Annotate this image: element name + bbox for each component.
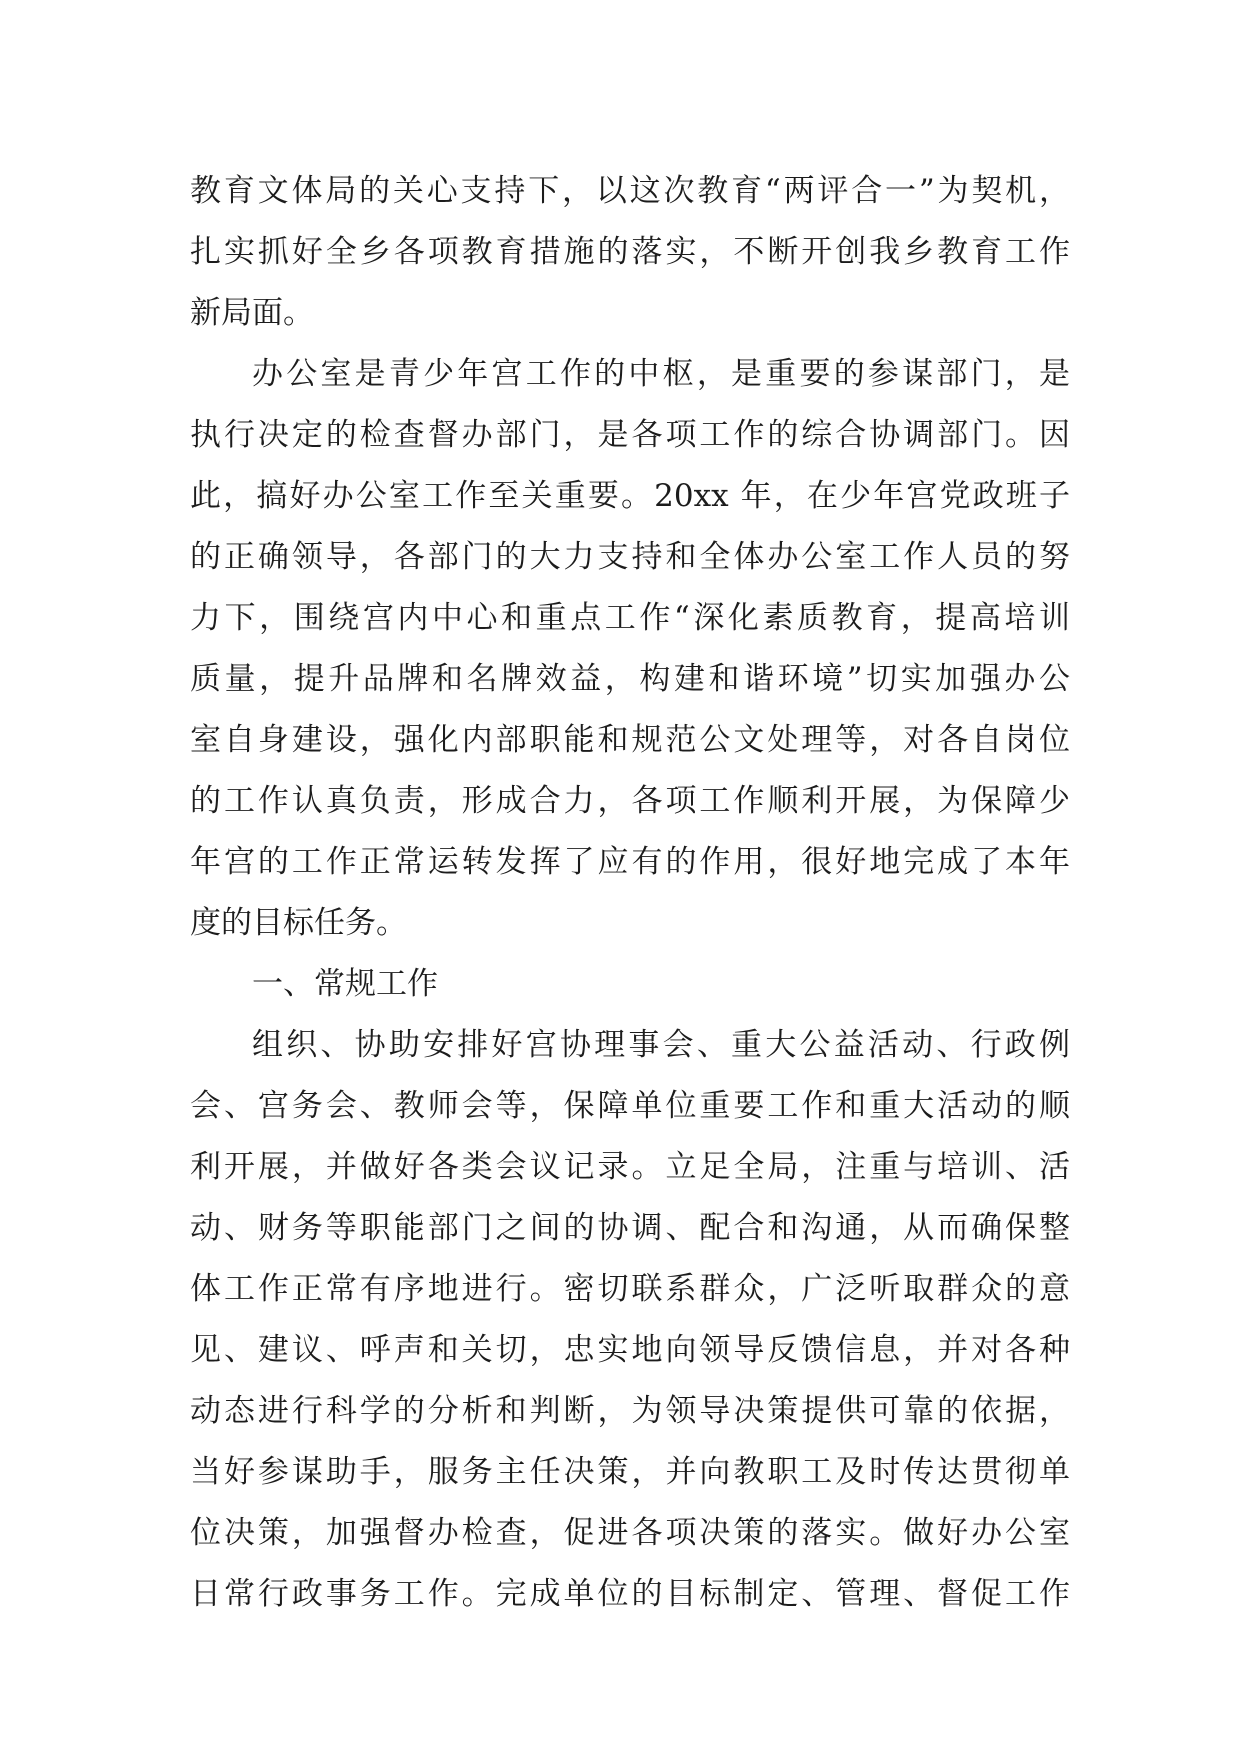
text-line: 室自身建设，强化内部职能和规范公文处理等，对各自岗位: [190, 722, 1070, 758]
text-line: 的工作认真负责，形成合力，各项工作顺利开展，为保障少: [190, 783, 1070, 819]
text-line: 执行决定的检查督办部门，是各项工作的综合协调部门。因: [190, 417, 1070, 453]
text-line: 会、宫务会、教师会等，保障单位重要工作和重大活动的顺: [190, 1088, 1070, 1124]
text-line: 质量，提升品牌和名牌效益，构建和谐环境”切实加强办公: [190, 661, 1070, 697]
text-line: 的正确领导，各部门的大力支持和全体办公室工作人员的努: [190, 539, 1070, 575]
text-line: 动态进行科学的分析和判断，为领导决策提供可靠的依据，: [190, 1393, 1070, 1429]
text-line: 一、常规工作: [252, 966, 438, 1002]
body-text: [190, 161, 1070, 1625]
text-line: 组织、协助安排好宫协理事会、重大公益活动、行政例: [252, 1027, 1070, 1063]
text-line: 力下，围绕宫内中心和重点工作“深化素质教育，提高培训: [190, 600, 1070, 636]
text-line: 位决策，加强督办检查，促进各项决策的落实。做好办公室: [190, 1515, 1070, 1551]
text-line: 动、财务等职能部门之间的协调、配合和沟通，从而确保整: [190, 1210, 1070, 1246]
text-line: 日常行政事务工作。完成单位的目标制定、管理、督促工作: [190, 1576, 1070, 1612]
text-line: 利开展，并做好各类会议记录。立足全局，注重与培训、活: [190, 1149, 1070, 1185]
text-line: 体工作正常有序地进行。密切联系群众，广泛听取群众的意: [190, 1271, 1070, 1307]
text-line: 当好参谋助手，服务主任决策，并向教职工及时传达贯彻单: [190, 1454, 1070, 1490]
text-line: 见、建议、呼声和关切，忠实地向领导反馈信息，并对各种: [190, 1332, 1070, 1368]
text-line: 此，搞好办公室工作至关重要。20xx 年，在少年宫党政班子: [190, 478, 1070, 514]
text-line: 教育文体局的关心支持下，以这次教育“两评合一”为契机，: [190, 173, 1070, 209]
text-line: 年宫的工作正常运转发挥了应有的作用，很好地完成了本年: [190, 844, 1070, 880]
text-line: 办公室是青少年宫工作的中枢，是重要的参谋部门，是: [252, 356, 1070, 392]
text-line: 扎实抓好全乡各项教育措施的落实，不断开创我乡教育工作: [190, 234, 1070, 270]
text-line: 度的目标任务。: [190, 905, 407, 941]
text-line: 新局面。: [190, 295, 314, 331]
